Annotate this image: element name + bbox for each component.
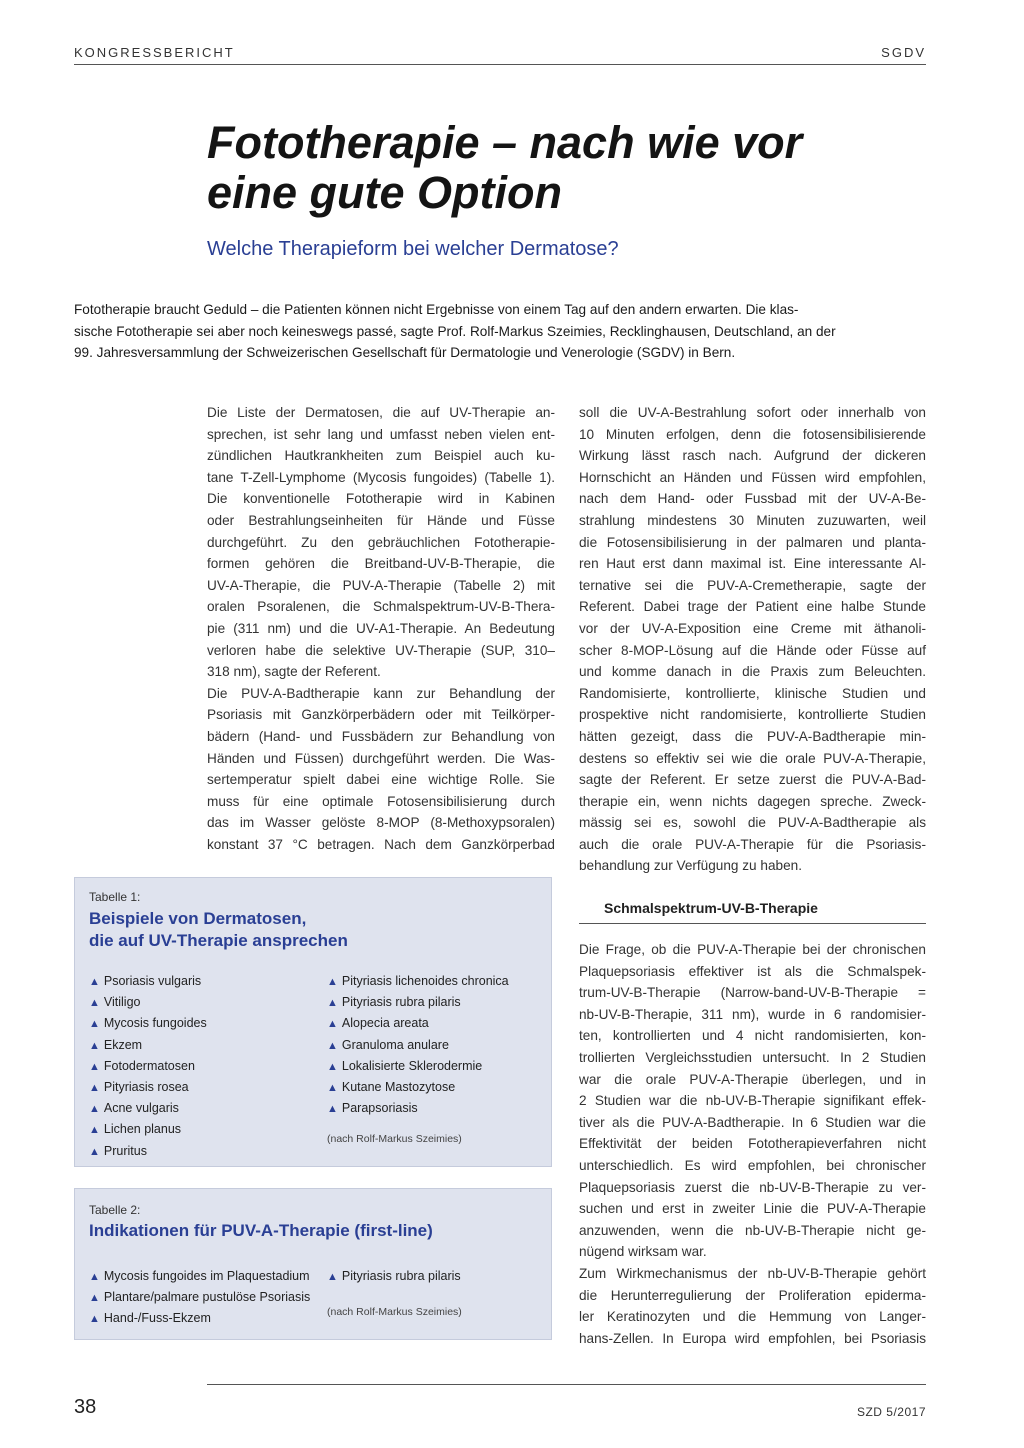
body-line: durchgeführt. Zu den gebräuchlichen Fototherapie- (207, 534, 555, 550)
list-item-text: Pityriasis rosea (103, 1080, 189, 1095)
list-item-text: Mycosis fungoides im Plaquestadium (103, 1269, 310, 1283)
body-column-right-bottom (579, 939, 926, 1349)
table-1-box (74, 877, 552, 1167)
body-line: Randomisierte, kontrollierte, klinische Studien und (579, 685, 926, 701)
body-line: war die orale PUV-A-Therapie überlegen, und in (579, 1071, 926, 1087)
list-item (327, 1077, 509, 1098)
body-line: formen gehören die Breitband-UV-B-Therapie, die (207, 556, 555, 572)
body-line: verloren habe die selektive UV-Therapie (SUP, 310– (207, 642, 555, 658)
body-line: behandlung zur Verfügung zu haben. (579, 858, 802, 874)
list-item-text: Acne vulgaris (103, 1101, 179, 1116)
triangle-up-icon: ▲ (327, 997, 338, 1010)
triangle-up-icon: ▲ (89, 1271, 100, 1283)
body-line: bädern (Hand- und Fussbädern zur Behandlung von (207, 728, 555, 744)
table-1-list-left (89, 971, 207, 1162)
list-item (327, 1013, 509, 1034)
triangle-up-icon: ▲ (89, 1145, 100, 1158)
list-item-text: Alopecia areata (341, 1016, 429, 1031)
body-line: mässig sei es, sowohl die PUV-A-Badtherapie als (579, 815, 926, 831)
triangle-up-icon: ▲ (89, 1082, 100, 1095)
body-line: strahlung mindestens 30 Minuten zuzuwarten, weil (579, 512, 926, 528)
list-item-text: Parapsoriasis (341, 1101, 418, 1116)
list-item (327, 1098, 509, 1119)
table-title-line: Beispiele von Dermatosen, (89, 909, 307, 928)
body-line: ternative sei die PUV-A-Cremetherapie, sagte der (579, 577, 926, 593)
body-line: destens so effektiv sei wie die orale PUV-A-Therapie, (579, 750, 926, 766)
list-item (327, 1266, 461, 1287)
article-title (207, 118, 967, 218)
triangle-up-icon: ▲ (89, 1313, 100, 1326)
body-line: anzuwenden, wenn die nb-UV-B-Therapie nicht ge- (579, 1222, 926, 1238)
list-item-text: Plantare/palmare pustulöse Psoriasis (103, 1290, 311, 1305)
triangle-up-icon: ▲ (327, 1082, 338, 1095)
body-line: nügend wirksam war. (579, 1244, 707, 1260)
section-heading: Schmalspektrum-UV-B-Therapie (604, 900, 818, 916)
body-line: zündlichen Hautkrankheiten zum Beispiel auch ku- (207, 448, 555, 464)
body-line: UV-A-Therapie, die PUV-A-Therapie (Tabelle 2) mit (207, 577, 555, 593)
table-2-box (74, 1188, 552, 1340)
triangle-up-icon: ▲ (327, 1018, 338, 1031)
body-line: 10 Minuten erfolgen, denn die fotosensibilisierende (579, 426, 926, 442)
body-line: trum-UV-B-Therapie (Narrow-band-UV-B-Therapie = (579, 985, 926, 1001)
body-line: ler Keratinozyten und die Hemmung von Langer- (579, 1309, 926, 1325)
body-line: Plaquepsoriasis effektiver ist als die Schmalspek- (579, 963, 926, 979)
list-item (89, 1141, 207, 1162)
body-line: nb-UV-B-Therapie, 311 nm), wurde in 6 randomisier- (579, 1006, 926, 1022)
body-line: oralen Psoralenen, die Schmalspektrum-UV-B-Thera- (207, 599, 555, 615)
triangle-up-icon: ▲ (327, 1103, 338, 1116)
list-item (89, 1119, 207, 1140)
list-item-text: Lokalisierte Sklerodermie (341, 1058, 483, 1073)
list-item-text: Psoriasis vulgaris (103, 974, 202, 988)
body-column-middle (207, 402, 555, 855)
list-item-text: Pityriasis rubra pilaris (341, 995, 461, 1010)
body-line: 318 nm), sagte der Referent. (207, 664, 381, 680)
triangle-up-icon: ▲ (327, 976, 338, 988)
body-line: konstant 37 °C betragen. Nach dem Ganzkörperbad (207, 836, 555, 852)
triangle-up-icon: ▲ (89, 1292, 100, 1305)
body-line: Die PUV-A-Badtherapie kann zur Behandlung der (207, 685, 555, 701)
triangle-up-icon: ▲ (89, 1124, 100, 1137)
title-line: Fototherapie – nach wie vor (207, 117, 803, 168)
list-item (89, 1266, 310, 1287)
list-item (89, 992, 207, 1013)
body-line: tane T-Zell-Lymphome (Mycosis fungoides) (Tabelle 1). (207, 469, 555, 485)
body-line: Die Liste der Dermatosen, die auf UV-Therapie an- (207, 405, 555, 420)
body-line: die Fotosensibilisierung in der palmaren und planta- (579, 534, 926, 550)
list-item-text: Vitiligo (103, 995, 141, 1010)
triangle-up-icon: ▲ (327, 1039, 338, 1052)
title-line: eine gute Option (207, 167, 562, 218)
section-rule (579, 923, 926, 924)
triangle-up-icon: ▲ (327, 1060, 338, 1073)
list-item (327, 1056, 509, 1077)
lead-line: sische Fototherapie sei aber noch keineswegs passé, sagte Prof. Rolf-Markus Szeimies, Recklinghausen, Deutschland, an der (74, 323, 836, 339)
running-header-society: SGDV (881, 45, 926, 60)
body-line: auch die orale PUV-A-Therapie für die Psoriasis- (579, 836, 926, 852)
table-title-line: die auf UV-Therapie ansprechen (89, 931, 348, 950)
list-item (89, 971, 207, 992)
table-2-list-right (327, 1266, 461, 1287)
triangle-up-icon: ▲ (89, 997, 100, 1010)
body-line: therapie ein, wenn nichts dagegen spreche. Zweck- (579, 793, 926, 809)
list-item (89, 1035, 207, 1056)
triangle-up-icon: ▲ (89, 1018, 100, 1031)
body-line: das im Wasser gelöste 8-MOP (8-Methoxypsoralen) (207, 815, 555, 831)
table-2-credit: (nach Rolf-Markus Szeimies) (327, 1306, 462, 1318)
lead-line: 99. Jahresversammlung der Schweizerischen Gesellschaft für Dermatologie und Venerologie (SGDV) in Bern. (74, 345, 736, 361)
body-line: sprechen, ist sehr lang und umfasst neben vielen ent- (207, 426, 555, 442)
body-line: ren Haut erst dann maximal ist. Eine interessante Al- (579, 556, 926, 572)
list-item-text: Pityriasis rubra pilaris (341, 1269, 461, 1283)
body-line: trollierten Vergleichsstudien untersucht. In 2 Studien (579, 1049, 926, 1065)
lead-line: Fototherapie braucht Geduld – die Patienten können nicht Ergebnisse von einem Tag auf den andern erwarten. Die klas- (74, 302, 799, 317)
list-item (89, 1098, 207, 1119)
body-line: und komme danach in die Praxis zum Beleuchten. (579, 664, 926, 680)
body-line: Effektivität der beiden Fototherapieverfahren nicht (579, 1136, 926, 1152)
table-2-title: Indikationen für PUV-A-Therapie (first-line) (89, 1221, 433, 1240)
body-line: Plaquepsoriasis zuerst die nb-UV-B-Therapie zu ver- (579, 1179, 926, 1195)
body-line: pie (311 nm) und die UV-A1-Therapie. An Bedeutung (207, 620, 555, 636)
body-line: vor der UV-A-Exposition eine Creme mit äthanoli- (579, 620, 926, 636)
list-item-text: Pityriasis lichenoides chronica (341, 974, 509, 988)
body-line: unterschiedlich. Es wird empfohlen, bei chronischer (579, 1157, 926, 1173)
list-item-text: Hand-/Fuss-Ekzem (103, 1311, 211, 1326)
triangle-up-icon: ▲ (89, 1039, 100, 1052)
table-2-label: Tabelle 2: (89, 1203, 141, 1217)
body-line: Referent. Dabei trage der Patient eine halbe Stunde (579, 599, 926, 615)
list-item-text: Mycosis fungoides (103, 1016, 207, 1031)
body-line: Zum Wirkmechanismus der nb-UV-B-Therapie gehört (579, 1265, 926, 1281)
body-line: 2 Studien war die nb-UV-B-Therapie signifikant effek- (579, 1093, 926, 1109)
triangle-up-icon: ▲ (89, 1103, 100, 1116)
table-1-title (89, 908, 348, 952)
body-line: Hornschicht an Händen und Füssen wird empfohlen, (579, 469, 926, 485)
table-1-list-right (327, 971, 509, 1119)
list-item-text: Kutane Mastozytose (341, 1080, 456, 1095)
footer-rule (207, 1384, 926, 1385)
body-line: sagte der Referent. Er setze zuerst die PUV-A-Bad- (579, 772, 926, 788)
lead-paragraph (74, 299, 926, 364)
table-1-label: Tabelle 1: (89, 890, 141, 904)
body-line: muss für eine optimale Fotosensibilisierung durch (207, 793, 555, 809)
article-subtitle: Welche Therapieform bei welcher Dermatose? (207, 238, 619, 260)
body-line: scher 8-MOP-Lösung auf die Hände oder Füsse auf (579, 642, 926, 658)
header-rule (74, 64, 926, 65)
list-item-text: Pruritus (103, 1143, 147, 1158)
triangle-up-icon: ▲ (327, 1271, 338, 1283)
triangle-up-icon: ▲ (89, 976, 100, 988)
list-item (89, 1056, 207, 1077)
list-item (89, 1013, 207, 1034)
body-line: die Herunterregulierung der Proliferation epiderma- (579, 1287, 926, 1303)
list-item-text: Fotodermatosen (103, 1058, 195, 1073)
list-item (89, 1287, 310, 1308)
list-item-text: Ekzem (103, 1037, 143, 1052)
table-2-list-left (89, 1266, 310, 1330)
body-line: oder Bestrahlungseinheiten für Hände und Füsse (207, 512, 555, 528)
body-line: sertemperatur spielt dabei eine wichtige Rolle. Sie (207, 772, 555, 788)
body-line: nach dem Hand- oder Fussbad mit der UV-A-Be- (579, 491, 926, 507)
body-line: Wirkung lässt rasch nach. Aufgrund der dickeren (579, 448, 926, 464)
list-item (89, 1077, 207, 1098)
table-1-credit: (nach Rolf-Markus Szeimies) (327, 1133, 462, 1145)
list-item (327, 992, 509, 1013)
body-line: hans-Zellen. In Europa wird empfohlen, bei Psoriasis (579, 1330, 926, 1346)
body-line: prospektive nicht randomisierte, kontrollierte Studien (579, 707, 926, 723)
body-line: hätten gezeigt, dass die PUV-A-Badtherapie min- (579, 728, 926, 744)
body-line: soll die UV-A-Bestrahlung sofort oder innerhalb von (579, 405, 926, 420)
body-line: Die konventionelle Fototherapie wird in Kabinen (207, 491, 555, 507)
journal-issue: SZD 5/2017 (856, 1405, 926, 1419)
body-line: Händen und Füssen) durchgeführt werden. Die Was- (207, 750, 555, 766)
list-item (327, 971, 509, 992)
body-line: Psoriasis mit Ganzkörperbädern oder mit Teilkörper- (207, 707, 555, 723)
page-number: 38 (74, 1396, 97, 1418)
triangle-up-icon: ▲ (89, 1060, 100, 1073)
body-line: Die Frage, ob die PUV-A-Therapie bei der chronischen (579, 942, 926, 957)
body-line: suchen und erst in zweiter Linie die PUV-A-Therapie (579, 1201, 926, 1217)
body-line: tiver als die PUV-A-Badtherapie. In 6 Studien war die (579, 1114, 926, 1130)
list-item-text: Lichen planus (103, 1122, 182, 1137)
list-item-text: Granuloma anulare (341, 1037, 449, 1052)
list-item (327, 1035, 509, 1056)
body-line: ten, kontrollierten und 4 nicht randomisierten, kon- (579, 1028, 926, 1044)
running-header-section: KONGRESSBERICHT (74, 45, 235, 60)
list-item (89, 1308, 310, 1329)
body-column-right-top (579, 402, 926, 877)
